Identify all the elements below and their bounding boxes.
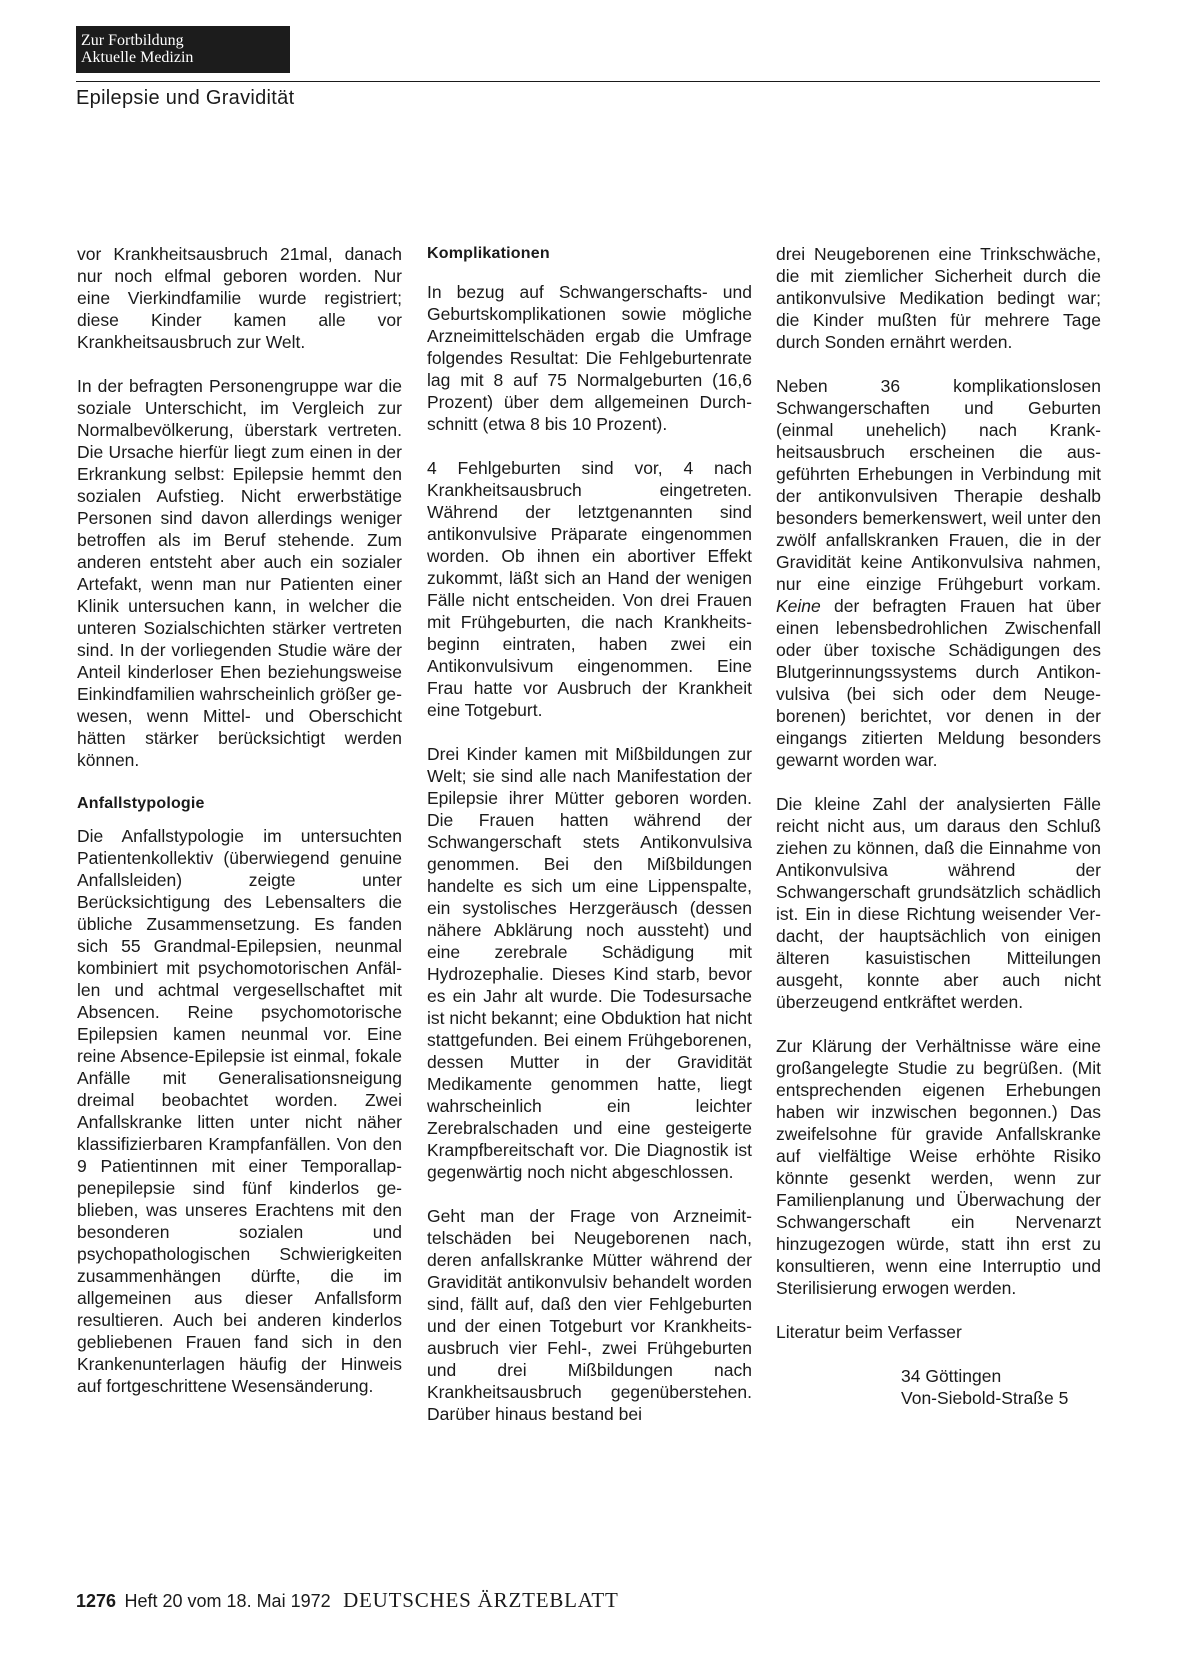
emphasized-word: Keine — [776, 596, 821, 616]
section-label-line-2: Aktuelle Medizin — [81, 49, 194, 66]
paragraph: Die kleine Zahl der analysierten Fälle reicht nicht aus, um daraus den Schluß ziehen zu können, daß die Einnahme von Antikonvulsiva während der Schwangerschaft grundsätzlich schädlich ist. Ein in diese Richtung weisender Verdacht, der hauptsächlich von einigen älteren kasuistischen Mitteilungen ausgeht, konnte aber auch nicht überzeugend entkräftet werden. — [776, 794, 1101, 1012]
running-title: Epilepsie und Gravidität — [76, 87, 295, 109]
page-number: 1276 — [76, 1591, 117, 1611]
section-heading: Anfallstypologie — [77, 795, 205, 812]
paragraph: In bezug auf Schwangerschafts- und Geburtskomplikationen sowie mögliche Arzneimittelschäden ergab die Umfrage folgendes Resultat: Die Fehlgeburtenrate lag mit 8 auf 75 Normalgeburten (16,6 Prozent) über dem allgemeinen Durchschnitt (etwa 8 bis 10 Prozent). — [427, 282, 752, 434]
section-label-line-1: Zur Fortbildung — [81, 32, 184, 49]
issue-info: Heft 20 vom 18. Mai 1972 — [124, 1591, 331, 1611]
column-2 — [427, 243, 752, 1447]
journal-name: DEUTSCHES ÄRZTEBLATT — [343, 1588, 619, 1612]
header-rule — [76, 81, 1100, 82]
paragraph: vor Krankheitsausbruch 21mal, danach nur noch elfmal geboren worden. Nur eine Vierkindfamilie wurde registriert; diese Kinder kamen alle vor Krankheitsausbruch zur Welt. — [77, 244, 402, 352]
literature-note: Literatur beim Verfasser — [776, 1322, 962, 1342]
paragraph: In der befragten Personengruppe war die soziale Unterschicht, im Vergleich zur Normalbevölkerung, überstark vertreten. Die Ursache hierfür liegt zum einen in der Erkrankung selbst: Epilepsie hemmt den sozialen Aufstieg. Nicht erwerbstätige Personen sind davon allerdings weniger betroffen als im Beruf stehende. Zum anderen entsteht aber auch ein sozialer Artefakt, wenn man nur Patienten einer Klinik untersuchen kann, in welcher die unteren Sozialschichten stärker vertreten sind. In der vorliegenden Studie wäre der Anteil kinderloser Ehen beziehungsweise Einkindfamilien wahrscheinlich größer gewesen, wenn Mittel- und Oberschicht hätten stärker berücksichtigt werden können. — [77, 376, 402, 770]
address-line-1: 34 Göttingen — [901, 1366, 1002, 1386]
column-3 — [776, 243, 1101, 1431]
paragraph: drei Neugeborenen eine Trinkschwäche, die mit ziemlicher Sicherheit durch die antikonvulsive Medikation bedingt war; die Kinder mußten für mehrere Tage durch Sonden ernährt werden. — [776, 244, 1101, 352]
paragraph-text: der befragten Frauen hat über einen lebensbedrohlichen Zwischenfall oder über toxische Schädigungen des Blutgerinnungssystems durch Antikonvulsiva (bei sich oder dem Neugeborenen) berichtet, vor denen in der eingangs zitierten Meldung besonders gewarnt worden war. — [776, 596, 1101, 770]
paragraph: 4 Fehlgeburten sind vor, 4 nach Krankheitsausbruch eingetreten. Während der letztgenannten sind antikonvulsive Präparate eingenommen worden. Ob ihnen ein abortiver Effekt zukommt, läßt sich an Hand der wenigen Fälle nicht entscheiden. Von drei Frauen mit Frühgeburten, die nach Krankheitsbeginn eintraten, haben zwei ein Antikonvulsivum eingenommen. Eine Frau hatte vor Ausbruch der Krankheit eine Totgeburt. — [427, 458, 752, 720]
paragraph: Zur Klärung der Verhältnisse wäre eine großangelegte Studie zu begrüßen. (Mit entsprechenden eigenen Erhebungen haben wir inzwischen begonnen.) Das zweifelsohne für gravide Anfallskranke auf vielfältige Weise erhöhte Risiko könnte gesenkt werden, wenn zur Familienplanung und Überwachung der Schwangerschaft ein Nervenarzt hinzugezogen würde, statt ihn erst zu konsultieren, wenn eine Interruptio und Sterilisierung erwogen werden. — [776, 1036, 1101, 1298]
paragraph — [776, 375, 1101, 771]
paragraph-text: Neben 36 komplikationslosen Schwangerschaften und Geburten (einmal unehelich) nach Krankheitsausbruch erscheinen die ausgeführten Erhebungen in Verbindung mit der antikonvulsiven Therapie deshalb besonders bemerkenswert, weil unter den zwölf anfallskranken Frauen, die in der Gravidität keine Antikonvulsiva nahmen, nur eine einzige Frühgeburt vorkam. — [776, 376, 1101, 594]
author-address — [776, 1365, 1101, 1409]
column-1 — [77, 243, 402, 1419]
section-heading: Komplikationen — [427, 245, 550, 262]
address-line-2: Von-Siebold-Straße 5 — [901, 1388, 1069, 1408]
paragraph: Die Anfallstypologie im untersuchten Patientenkollektiv (überwiegend genuine Anfallsleiden) zeigte unter Berücksichtigung des Lebensalters die übliche Zusammensetzung. Es fanden sich 55 Grandmal-Epilepsien, neunmal kombiniert mit psychomotorischen Anfällen und achtmal vergesellschaftet mit Absencen. Reine psychomotorische Epilepsien kamen neunmal vor. Eine reine Absence-Epilepsie ist einmal, fokale Anfälle mit Generalisationsneigung dreimal beobachtet worden. Zwei Anfallskranke litten unter nicht näher klassifizierbaren Krampfanfällen. Von den 9 Patientinnen mit einer Temporallappenepilepsie sind fünf kinderlos geblieben, was unseres Erachtens mit den besonderen sozialen und psychopathologischen Schwierigkeiten zusammenhängen dürfte, die im allgemeinen aus dieser Anfallsform resultieren. Auch bei anderen kinderlos gebliebenen Frauen fand sich in den Krankenunterlagen häufig der Hinweis auf fortgeschrittene Wesensänderung. — [77, 826, 402, 1396]
paragraph: Geht man der Frage von Arzneimittelschäden bei Neugeborenen nach, deren anfallskranke Mütter während der Gravidität antikonvulsiv behandelt worden sind, fällt auf, daß den vier Fehlgeburten und der einen Totgeburt vor Krankheitsausbruch vier Fehl-, zwei Frühgeburten und drei Mißbildungen nach Krankheitsausbruch gegenüberstehen. Darüber hinaus bestand bei — [427, 1206, 752, 1424]
page-footer — [76, 1588, 619, 1613]
paragraph: Drei Kinder kamen mit Mißbildungen zur Welt; sie sind alle nach Manifestation der Epilepsie ihrer Mütter geboren worden. Die Frauen hatten während der Schwangerschaft stets Antikonvulsiva genommen. Bei den Mißbildungen handelte es sich um eine Lippenspalte, ein systolisches Herzgeräusch (dessen nähere Abklärung noch aussteht) und eine zerebrale Schädigung mit Hydrozephalie. Dieses Kind starb, bevor es ein Jahr alt wurde. Die Todesursache ist nicht bekannt; eine Obduktion hat nicht stattgefunden. Bei einem Frühgeborenen, dessen Mutter in der Gravidität Medikamente genommen hatte, liegt wahrscheinlich ein leichter Zerebralschaden und eine gesteigerte Krampfbereitschaft vor. Die Diagnostik ist gegenwärtig noch nicht abgeschlossen. — [427, 744, 752, 1182]
section-label — [76, 26, 290, 73]
